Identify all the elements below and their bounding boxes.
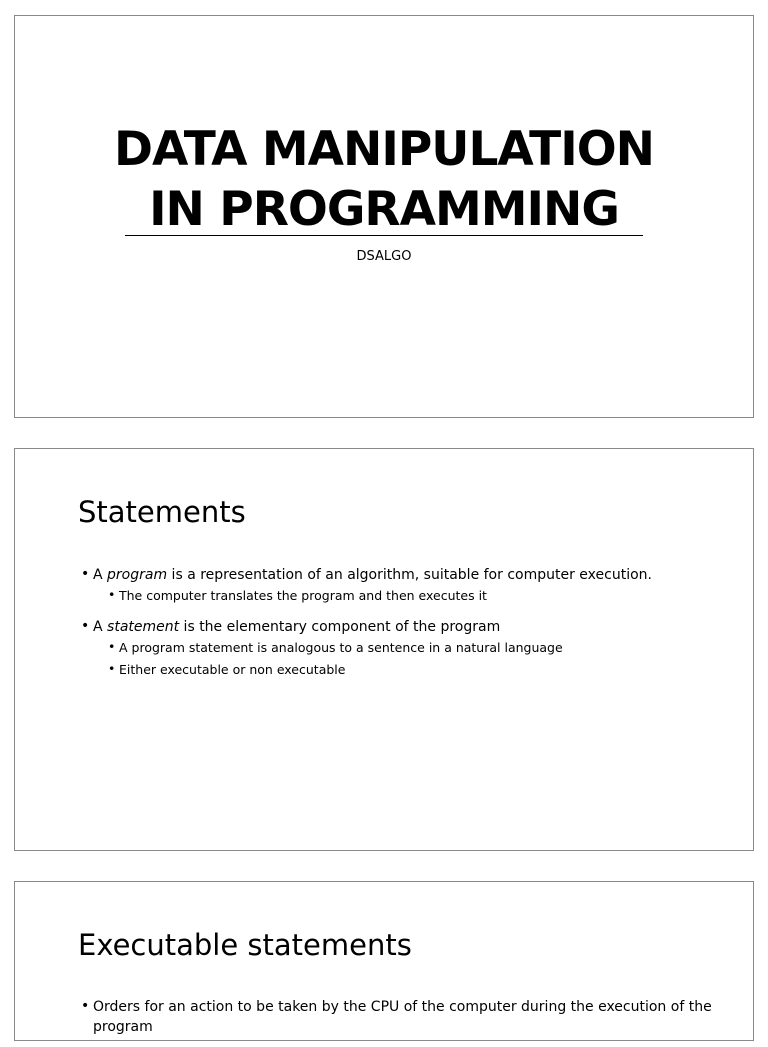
- bullet-text: Orders for an action to be taken by the CPU of the computer during the execution of the program: [93, 999, 712, 1035]
- sub-bullet-text: A program statement is analogous to a sentence in a natural language: [119, 640, 563, 655]
- sub-bullet-item: [93, 585, 733, 607]
- slide-heading: Statements: [78, 495, 246, 529]
- title-line-1: DATA MANIPULATION: [114, 122, 654, 177]
- executable-statements-slide: [14, 881, 754, 1041]
- bullet-item: [81, 997, 733, 1037]
- title-underline: [125, 235, 643, 236]
- sub-bullet-list: [93, 585, 733, 607]
- bullet-text: A: [93, 619, 108, 635]
- bullet-icon: •: [81, 998, 90, 1014]
- slide-heading: Executable statements: [78, 928, 412, 962]
- bullet-list: [81, 997, 733, 1047]
- bullet-emphasis: statement: [107, 619, 180, 635]
- bullet-icon: •: [108, 639, 116, 654]
- statements-slide: [14, 448, 754, 851]
- bullet-icon: •: [81, 618, 90, 634]
- sub-bullet-list: [93, 637, 733, 681]
- bullet-emphasis: program: [107, 567, 168, 583]
- sub-bullet-item: [93, 659, 733, 681]
- title-slide: [14, 15, 754, 418]
- bullet-item: [81, 617, 733, 681]
- sub-bullet-text: The computer translates the program and then executes it: [119, 588, 487, 603]
- slide-subtitle: DSALGO: [356, 249, 412, 264]
- bullet-icon: •: [108, 587, 116, 602]
- bullet-icon: •: [108, 661, 116, 676]
- slide-title: [15, 120, 753, 240]
- bullet-text: A: [93, 567, 108, 583]
- bullet-text: is the elementary component of the program: [179, 619, 501, 635]
- bullet-icon: •: [81, 566, 90, 582]
- bullet-item: [81, 565, 733, 607]
- sub-bullet-item: [93, 637, 733, 659]
- title-line-2: IN PROGRAMMING: [149, 182, 619, 237]
- bullet-list: [81, 565, 733, 691]
- bullet-text: is a representation of an algorithm, suitable for computer execution.: [167, 567, 652, 583]
- sub-bullet-text: Either executable or non executable: [119, 662, 346, 677]
